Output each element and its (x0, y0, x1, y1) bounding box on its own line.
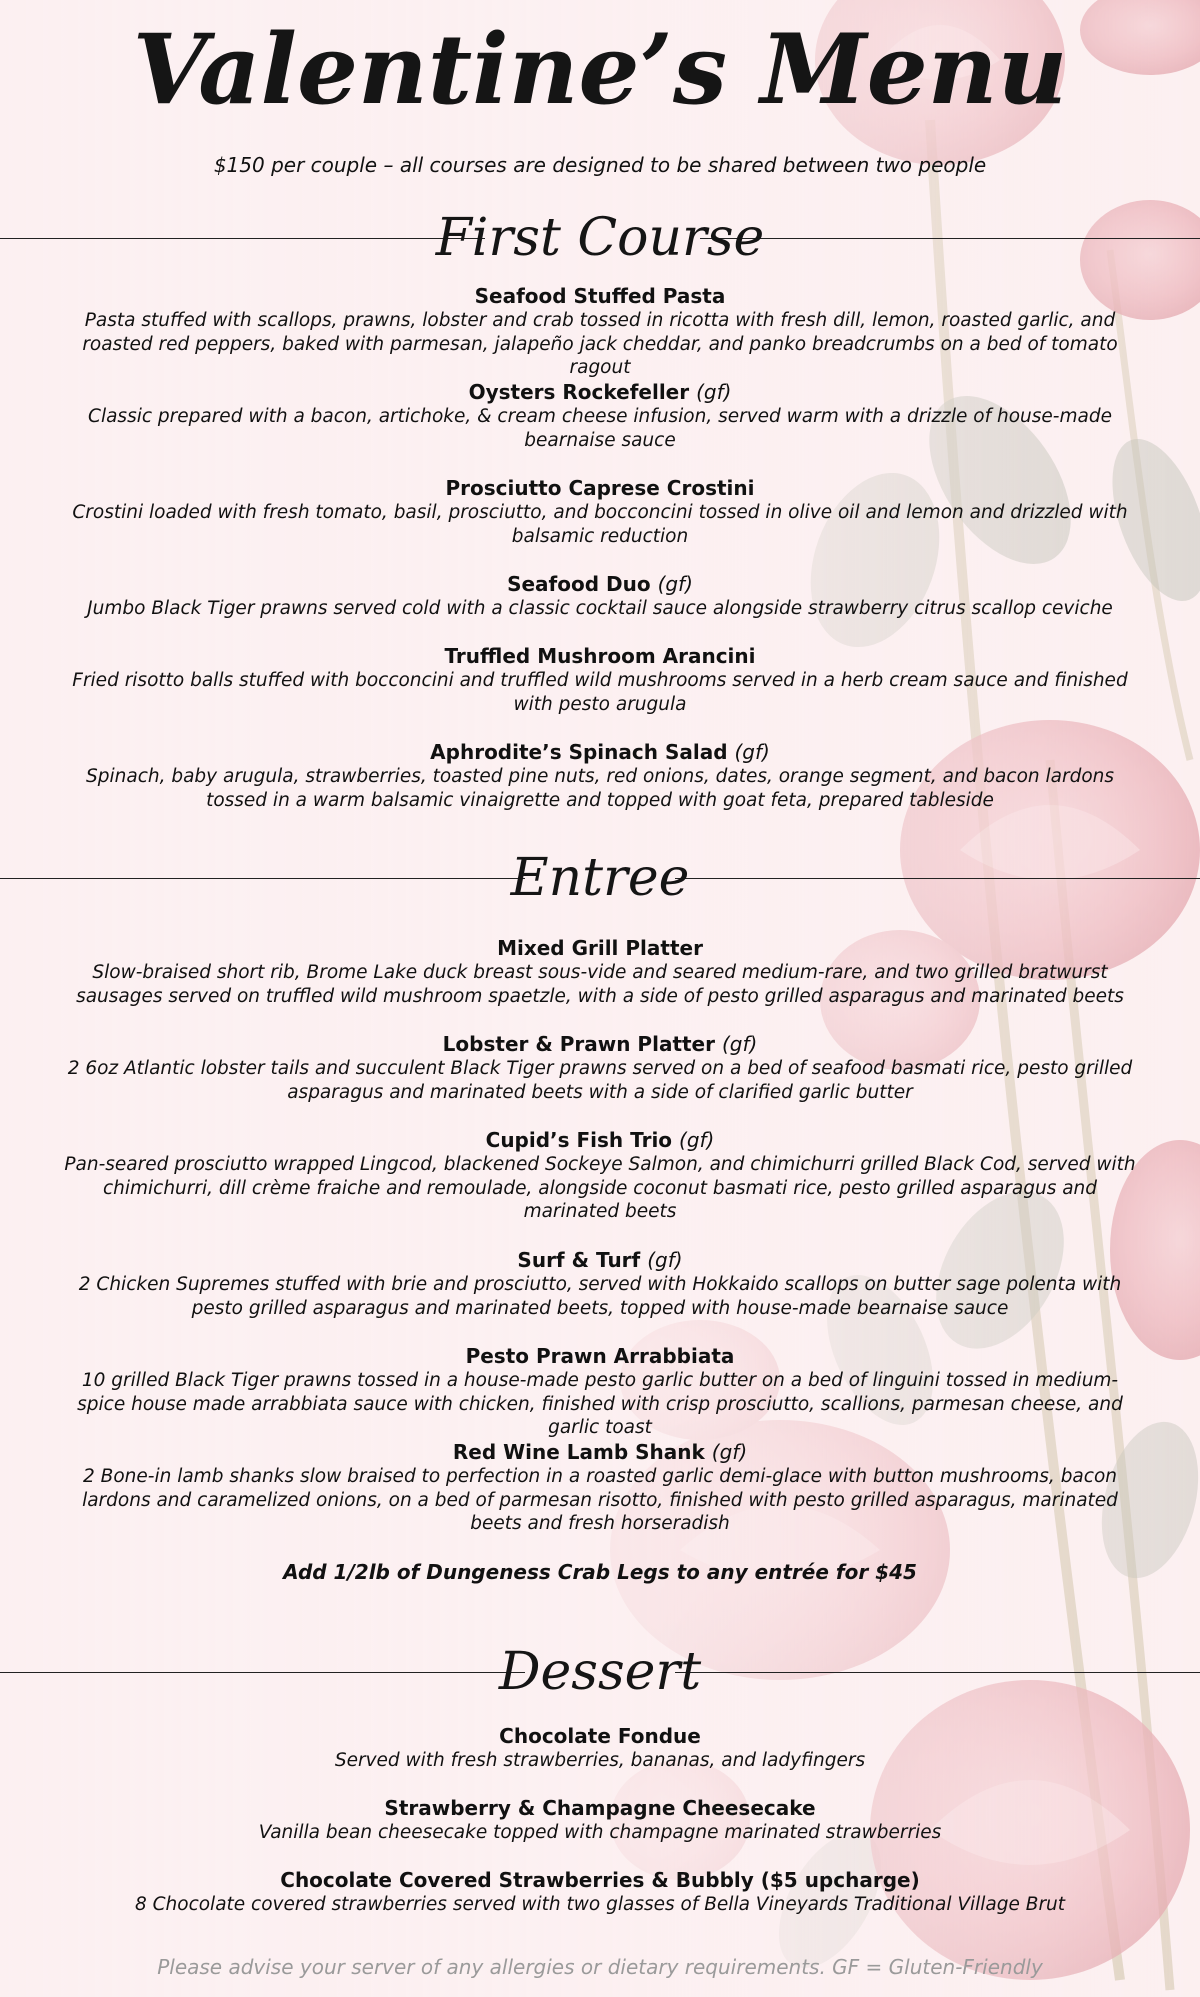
gluten-friendly-tag: (gf) (711, 1440, 748, 1464)
gluten-friendly-tag: (gf) (679, 1128, 715, 1152)
item-description: 2 Bone-in lamb shanks slow braised to perfection in a roasted garlic demi-glace with button mushrooms, bacon lardons and caramelized onions, on a bed of parmesan risotto, finished with pesto grilled asparagus, marinated beets and fresh horseradish (82, 1466, 1118, 1534)
item-description: 2 Chicken Supremes stuffed with brie and prosciutto, served with Hokkaido scallops on butter sage polenta with pesto grilled asparagus and marinated beets, topped with house-made bearnaise sauce (78, 1274, 1122, 1319)
item-description: Classic prepared with a bacon, artichoke, & cream cheese infusion, served warm with a drizzle of house-made bearnaise sauce (88, 406, 1112, 451)
menu-item (60, 1867, 1140, 1917)
menu-item (60, 1439, 1140, 1536)
item-name: Aphrodite’s Spinach Salad (gf) (430, 740, 770, 764)
menu-item (60, 475, 1140, 548)
menu-item (60, 1127, 1140, 1224)
item-name: Oysters Rockefeller (gf) (468, 380, 732, 404)
item-description: 2 6oz Atlantic lobster tails and succulent Black Tiger prawns served on a bed of seafood basmati rice, pesto grilled asparagus and marinated beets with a side of clarified garlic butter (67, 1058, 1133, 1103)
menu-item (60, 1031, 1140, 1104)
item-description: Spinach, baby arugula, strawberries, toasted pine nuts, red onions, dates, orange segment, and bacon lardons tossed in a warm balsamic vinaigrette and topped with goat feta, prepared tableside (86, 766, 1114, 811)
item-name: Seafood Duo (gf) (507, 572, 693, 596)
section-title: Dessert (498, 1642, 702, 1702)
menu-item (60, 935, 1140, 1008)
menu-item (60, 571, 1140, 621)
item-description: Served with fresh strawberries, bananas, and ladyfingers (334, 1750, 866, 1771)
item-description: Fried risotto balls stuffed with bocconcini and truffled wild mushrooms served in a herb cream sauce and finished with pesto arugula (72, 670, 1128, 715)
gluten-friendly-tag: (gf) (721, 1032, 758, 1056)
gluten-friendly-tag: (gf) (696, 380, 732, 404)
item-name: Prosciutto Caprese Crostini (445, 476, 755, 500)
menu-subtitle: $150 per couple – all courses are designed to be shared between two people (213, 153, 987, 177)
item-name: Mixed Grill Platter (497, 936, 703, 960)
section-title: First Course (435, 208, 765, 268)
item-name: Lobster & Prawn Platter (gf) (442, 1032, 758, 1056)
menu-item (60, 643, 1140, 716)
section-header-entree (0, 843, 1200, 913)
section-header-first-course (0, 203, 1200, 273)
item-description: Pan-seared prosciutto wrapped Lingcod, blackened Sockeye Salmon, and chimichurri grilled Black Cod, served with chimichurri, dill crème fraiche and remoulade, alongside coconut basmati rice, pesto grilled asparagus and marinated beets (64, 1154, 1136, 1222)
menu-item (60, 1343, 1140, 1440)
item-name: Pesto Prawn Arrabbiata (465, 1344, 735, 1368)
item-description: Vanilla bean cheesecake topped with champagne marinated strawberries (258, 1822, 942, 1843)
item-description: 8 Chocolate covered strawberries served with two glasses of Bella Vineyards Traditional Village Brut (134, 1894, 1066, 1915)
allergy-footer-note: Please advise your server of any allergies or dietary requirements. GF = Gluten-Friendly (157, 1955, 1043, 1979)
item-name: Chocolate Fondue (499, 1724, 701, 1748)
item-name: Cupid’s Fish Trio (gf) (485, 1128, 715, 1152)
item-description: Crostini loaded with fresh tomato, basil, prosciutto, and bocconcini tossed in olive oil and lemon and drizzled with balsamic reduction (72, 502, 1128, 547)
item-name: Red Wine Lamb Shank (gf) (452, 1440, 748, 1464)
item-description: 10 grilled Black Tiger prawns tossed in a house-made pesto garlic butter on a bed of linguini tossed in medium-spice house made arrabbiata sauce with chicken, finished with crisp prosciutto, scallions, parmesan cheese, and garlic toast (77, 1370, 1123, 1438)
menu-item (60, 1795, 1140, 1845)
item-name: Surf & Turf (gf) (517, 1248, 683, 1272)
item-description: Slow-braised short rib, Brome Lake duck breast sous-vide and seared medium-rare, and two grilled bratwurst sausages served on truffled wild mushroom spaetzle, with a side of pesto grilled asparagus and marinated beets (76, 962, 1124, 1007)
item-name: Truffled Mushroom Arancini (444, 644, 756, 668)
item-name: Strawberry & Champagne Cheesecake (384, 1796, 816, 1820)
menu-item (60, 283, 1140, 380)
gluten-friendly-tag: (gf) (657, 572, 693, 596)
section-title: Entree (510, 848, 690, 908)
entree-addon-note: Add 1/2lb of Dungeness Crab Legs to any entrée for $45 (283, 1560, 917, 1584)
menu-item (60, 1247, 1140, 1320)
item-description: Pasta stuffed with scallops, prawns, lobster and crab tossed in ricotta with fresh dill, lemon, roasted garlic, and roasted red peppers, baked with parmesan, jalapeño jack cheddar, and panko breadcrumbs on a bed of tomato ragout (82, 310, 1118, 378)
item-description: Jumbo Black Tiger prawns served cold with a classic cocktail sauce alongside strawberry citrus scallop ceviche (87, 598, 1113, 619)
gluten-friendly-tag: (gf) (734, 740, 770, 764)
item-name: Seafood Stuffed Pasta (474, 284, 726, 308)
item-name: Chocolate Covered Strawberries & Bubbly ($5 upcharge) (280, 1868, 920, 1892)
gluten-friendly-tag: (gf) (647, 1248, 683, 1272)
menu-title: Valentine’s Menu (132, 13, 1068, 126)
menu-item (60, 379, 1140, 452)
menu-item (60, 1723, 1140, 1773)
menu-item (60, 739, 1140, 812)
section-header-dessert (0, 1637, 1200, 1707)
